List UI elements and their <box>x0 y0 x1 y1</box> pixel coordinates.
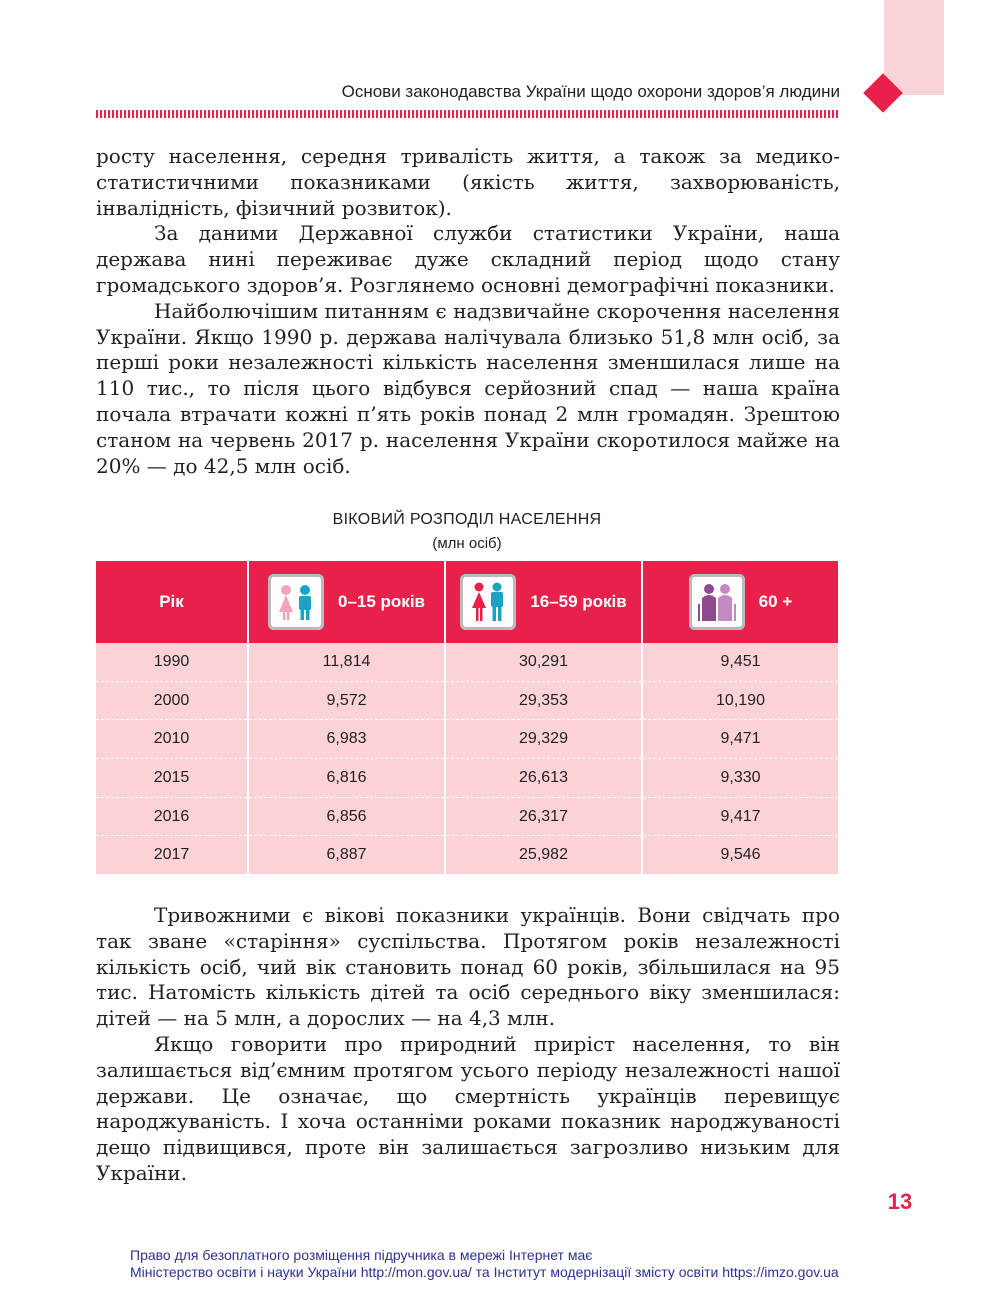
body-text-top <box>96 144 840 479</box>
cell-adults: 26,613 <box>445 759 642 798</box>
cell-seniors: 9,417 <box>642 797 838 836</box>
header-adults-label: 16–59 років <box>530 592 627 611</box>
table-row <box>96 759 838 798</box>
cell-adults: 25,982 <box>445 836 642 874</box>
cell-children: 6,983 <box>248 720 445 759</box>
age-distribution-table <box>96 561 838 874</box>
header-children <box>248 561 445 643</box>
cell-children: 9,572 <box>248 681 445 720</box>
header-rule <box>96 110 840 118</box>
cell-seniors: 9,451 <box>642 643 838 681</box>
paragraph: Тривожними є вікові показники українців. Вони свідчать про так зване «старіння» суспільства. Протягом років незалежності кількість осіб, чий вік становить понад 60 років, збільшилася на 95 тис. Натомість кількість дітей та осіб середнього віку зменшилася: дітей — на 5 млн, а дорослих — на 4,3 млн. <box>96 903 840 1031</box>
seniors-icon <box>689 574 745 630</box>
cell-children: 11,814 <box>248 643 445 681</box>
cell-adults: 29,353 <box>445 681 642 720</box>
cell-children: 6,816 <box>248 759 445 798</box>
footer-line: Право для безоплатного розміщення підручника в мережі Інтернет має <box>130 1247 593 1263</box>
header-year-label: Рік <box>159 592 184 611</box>
cell-year: 2015 <box>96 759 248 798</box>
paragraph: За даними Державної служби статистики України, наша держава нині переживає дуже складний період щодо стану громадського здоров’я. Розглянемо основні демографічні показники. <box>96 221 840 297</box>
header-adults <box>445 561 642 643</box>
table-subtitle: (млн осіб) <box>432 535 502 552</box>
cell-adults: 26,317 <box>445 797 642 836</box>
table-row <box>96 720 838 759</box>
table-row <box>96 836 838 874</box>
cell-children: 6,856 <box>248 797 445 836</box>
footer-line: Міністерство освіти і науки України http://mon.gov.ua/ та Інститут модернізації змісту освіти https://imzo.gov.ua <box>130 1264 839 1280</box>
cell-year: 2010 <box>96 720 248 759</box>
footer-notice <box>130 1247 890 1281</box>
children-icon <box>268 574 324 630</box>
cell-year: 1990 <box>96 643 248 681</box>
table-row <box>96 643 838 681</box>
table-row <box>96 797 838 836</box>
page-number: 13 <box>887 1189 913 1214</box>
paragraph: росту населення, середня тривалість життя, а також за медико-статистичними показниками (якість життя, захворюваність, інвалідність, фізичний розвиток). <box>96 144 840 220</box>
cell-year: 2017 <box>96 836 248 874</box>
header-children-label: 0–15 років <box>338 592 425 611</box>
paragraph: Якщо говорити про природний приріст населення, то він залишається від’ємним протягом усього періоду незалежності нашої держави. Це означає, що смертність українців перевищує народжуваність. І хоча останніми роками показник народжуваності дещо підвищився, проте він залишається загрозливо низьким для України. <box>96 1031 840 1185</box>
page-corner-tab <box>884 0 944 95</box>
cell-seniors: 10,190 <box>642 681 838 720</box>
header-seniors-label: 60 + <box>758 592 793 611</box>
header-seniors <box>642 561 838 643</box>
cell-seniors: 9,471 <box>642 720 838 759</box>
table-title: ВІКОВИЙ РОЗПОДІЛ НАСЕЛЕННЯ <box>332 511 602 528</box>
cell-adults: 30,291 <box>445 643 642 681</box>
header-year <box>96 561 248 643</box>
adults-icon <box>460 574 516 630</box>
table-header-row <box>96 561 838 643</box>
cell-year: 2016 <box>96 797 248 836</box>
cell-year: 2000 <box>96 681 248 720</box>
cell-seniors: 9,330 <box>642 759 838 798</box>
running-head: Основи законодавства України щодо охорони здоров’я людини <box>341 82 840 101</box>
paragraph: Найболючішим питанням є надзвичайне скорочення населення України. Якщо 1990 р. держава налічувала близько 51,8 млн осіб, за перші роки незалежності кількість населення зменшилася лише на 110 тис., то після цього відбувся серйозний спад — наша країна почала втрачати кожні п’ять років понад 2 млн громадян. Зрештою станом на червень 2017 р. населення України скоротилося майже на 20% — до 42,5 млн осіб. <box>96 298 840 478</box>
cell-children: 6,887 <box>248 836 445 874</box>
body-text-bottom <box>96 903 840 1187</box>
table-row <box>96 681 838 720</box>
cell-adults: 29,329 <box>445 720 642 759</box>
cell-seniors: 9,546 <box>642 836 838 874</box>
